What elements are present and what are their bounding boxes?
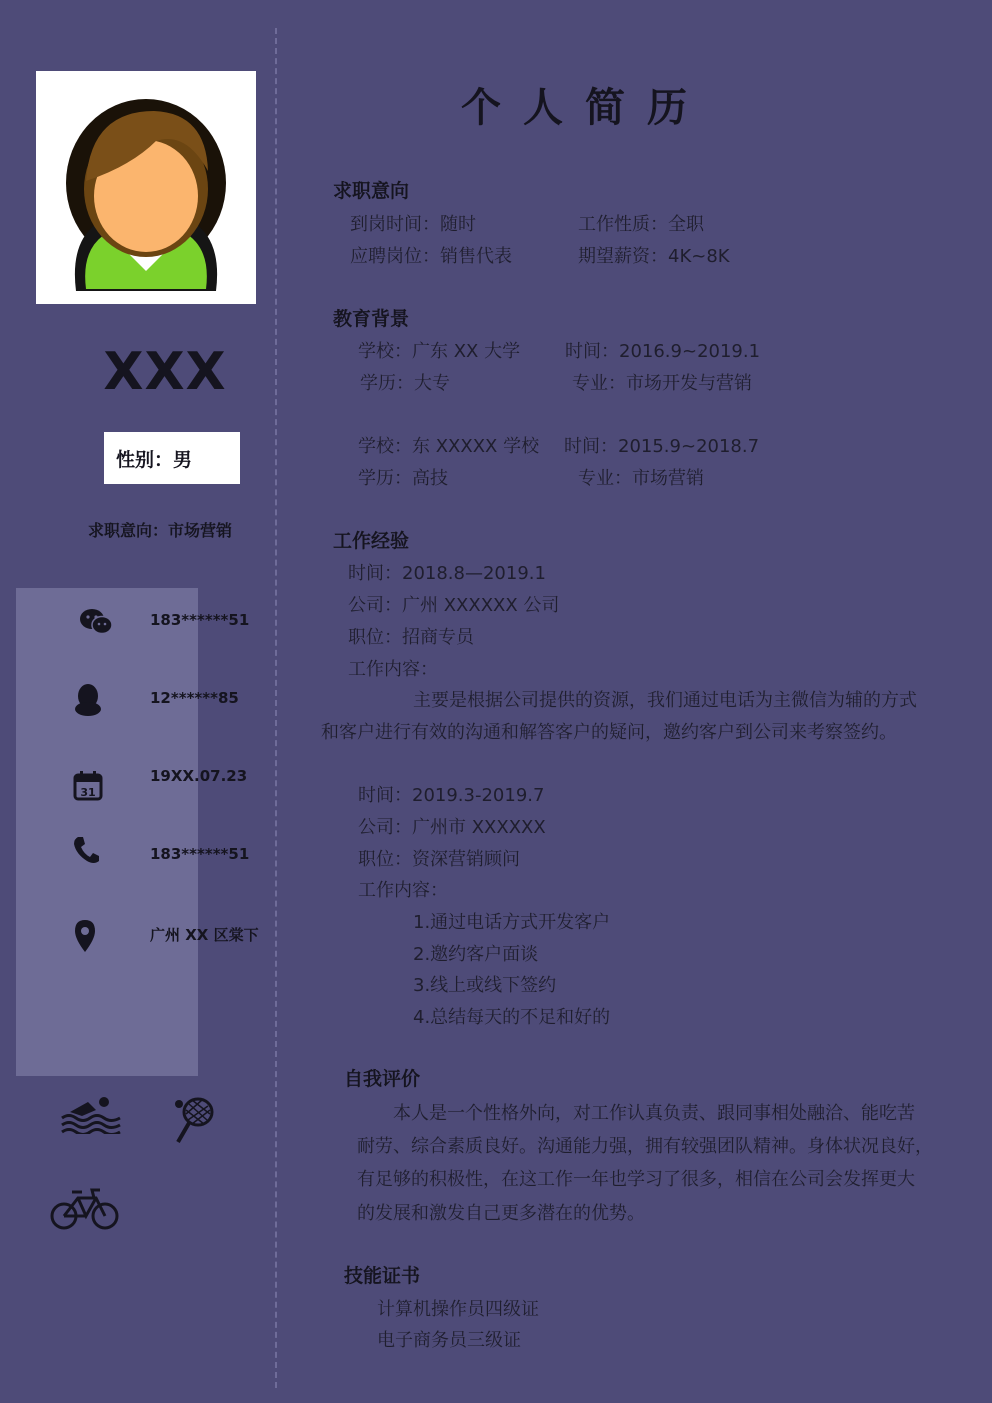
expected-salary: 期望薪资：4K~8K [578, 246, 730, 267]
qq-number: 12******85 [150, 689, 239, 707]
job-1-position: 职位：招商专员 [348, 627, 474, 648]
badminton-icon [172, 1096, 216, 1152]
edu-2-school: 学校：东 XXXXX 学校 [358, 436, 540, 457]
skill-item: 电子商务员三级证 [377, 1330, 521, 1351]
job-2-content-label: 工作内容： [358, 880, 448, 901]
education-heading: 教育背景 [333, 308, 410, 330]
self-evaluation-heading: 自我评价 [344, 1068, 421, 1090]
wechat-number: 183******51 [150, 611, 250, 629]
arrival-time: 到岗时间：随时 [350, 214, 476, 235]
job-2-item: 2.邀约客户面谈 [413, 944, 539, 965]
job-1-company: 公司：广州 XXXXXX 公司 [348, 595, 560, 616]
edu-1-major: 专业：市场开发与营销 [572, 373, 752, 394]
candidate-name: XXX [103, 342, 227, 402]
job-1-content-label: 工作内容： [348, 659, 438, 680]
calendar-day: 31 [80, 786, 96, 799]
job-1-description-line-2: 和客户进行有效的沟通和解答客户的疑问，邀约客户到公司来考察签约。 [321, 722, 897, 743]
job-1-time: 时间：2018.8—2019.1 [348, 563, 546, 584]
edu-1-degree: 学历：大专 [360, 373, 450, 394]
bicycle-icon [50, 1186, 120, 1236]
job-2-position: 职位：资深营销顾问 [358, 849, 520, 870]
location-pin-icon [65, 916, 105, 956]
avatar [36, 71, 256, 304]
dashed-divider [275, 28, 277, 1388]
job-2-company: 公司：广州市 XXXXXX [358, 817, 546, 838]
job-intent-label: 求职意向：市场营销 [87, 521, 232, 540]
contact-panel [16, 588, 198, 1076]
gender-badge [104, 432, 240, 484]
work-heading: 工作经验 [333, 530, 410, 552]
applied-position: 应聘岗位：销售代表 [350, 246, 512, 267]
edu-2-time: 时间：2015.9~2018.7 [564, 436, 760, 457]
gender-label: 性别：男 [116, 448, 193, 471]
objective-heading: 求职意向 [333, 180, 410, 202]
edu-1-school: 学校：广东 XX 大学 [358, 341, 521, 362]
phone-icon [66, 830, 106, 870]
skill-item: 计算机操作员四级证 [377, 1299, 539, 1320]
self-evaluation-line: 本人是一个性格外向，对工作认真负责、跟同事相处融洽、能吃苦 [393, 1103, 915, 1124]
wechat-icon [76, 602, 116, 642]
job-1-description-line-1: 主要是根据公司提供的资源，我们通过电话为主微信为辅的方式 [413, 690, 917, 711]
edu-2-degree: 学历：高技 [358, 468, 448, 489]
self-evaluation-line: 耐劳、综合素质良好。沟通能力强，拥有较强团队精神。身体状况良好， [357, 1136, 933, 1157]
edu-1-time: 时间：2016.9~2019.1 [565, 341, 761, 362]
edu-2-major: 专业：市场营销 [578, 468, 704, 489]
job-2-item: 4.总结每天的不足和好的 [413, 1007, 611, 1028]
resume-title: 个人简历 [461, 85, 709, 131]
swimming-icon [60, 1094, 122, 1138]
job-nature: 工作性质：全职 [578, 214, 704, 235]
phone-number: 183******51 [150, 845, 250, 863]
job-2-time: 时间：2019.3-2019.7 [358, 785, 545, 806]
address: 广州 XX 区棠下 [150, 926, 259, 944]
job-2-item: 3.线上或线下签约 [413, 975, 557, 996]
calendar-icon [68, 766, 108, 806]
self-evaluation-line: 的发展和激发自己更多潜在的优势。 [357, 1203, 645, 1224]
job-2-item: 1.通过电话方式开发客户 [413, 912, 611, 933]
self-evaluation-line: 有足够的积极性，在这工作一年也学习了很多，相信在公司会发挥更大 [357, 1169, 915, 1190]
skills-heading: 技能证书 [344, 1265, 421, 1287]
birth-date: 19XX.07.23 [150, 767, 248, 785]
qq-icon [68, 680, 108, 720]
